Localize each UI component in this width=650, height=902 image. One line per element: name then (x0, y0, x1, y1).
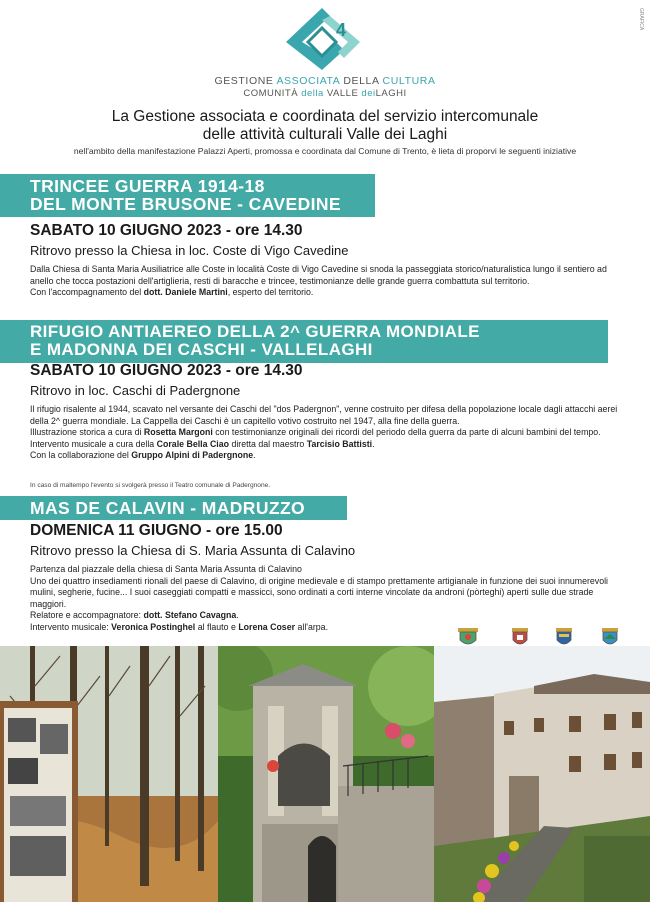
photo-mas-de-calavin (434, 646, 650, 902)
event3-date: DOMENICA 11 GIUGNO - ore 15.00 (30, 522, 283, 539)
event1-description: Dalla Chiesa di Santa Maria Ausiliatrice alle Coste in località Coste di Vigo Cavedine si snoda la passeggiata storico/naturalistica lungo il sentiero ad anello che tocca postazioni dell'artiglieria, resti di baracche e trincee, testimonianze delle grande guerra combattuta sul territorio. Con l'accompagnamento del dott. Daniele Martini, esperto del territorio. (30, 264, 620, 299)
event2-weather-note: In caso di maltempo l'evento si svolgerà presso il Teatro comunale di Padergnone. (30, 482, 271, 489)
side-mark: GRAFICA (638, 8, 644, 31)
org-name-line2: COMUNITÀ della VALLE deiLAGHI (243, 88, 407, 99)
event2-meeting-point: Ritrovo in loc. Caschi di Padergnone (30, 383, 241, 398)
event1-guide: Con l'accompagnamento del dott. Daniele Martini, esperto del territorio. (30, 287, 314, 298)
event3-meeting-point: Ritrovo presso la Chiesa di S. Maria Assunta di Calavino (30, 543, 356, 558)
photo-trenches-forest (0, 646, 218, 902)
gestione-associata-logo (278, 6, 372, 72)
event3-music: Intervento musicale: Veronica Postinghel al flauto e Lorena Coser all'arpa. (30, 621, 329, 632)
event2-title-banner: RIFUGIO ANTIAEREO DELLA 2^ GUERRA MONDIALE E MADONNA DEI CASCHI - VALLELAGHI (0, 320, 608, 363)
event2-description: Il rifugio risalente al 1944, scavato nel versante dei Caschi del "dos Padergnon", venne costruito per difesa della popolazione locale dagli attacchi aerei della 2^ guerra mondiale. La Cappella dei Caschi è un capitello votivo costruito nel 1947, alla fine della guerra. Illustrazione storica a cura di Rosetta Margoni con testimonianze originali dei ricordi del periodo della guerra da parte di alcuni bambini del tempo. Intervento musicale a cura della Corale Bella Ciao diretta dal maestro Tarcisio Battisti. Con la collaborazione del Gruppo Alpini di Padergnone. (30, 404, 620, 462)
event1-date: SABATO 10 GIUGNO 2023 - ore 14.30 (30, 222, 303, 239)
intro-text: nell'ambito della manifestazione Palazzi Aperti, promossa e coordinata dal Comune di Trento, è lieta di proporvi le seguenti iniziative (73, 146, 577, 156)
event2-date: SABATO 10 GIUGNO 2023 - ore 14.30 (30, 362, 303, 379)
event1-title-banner: TRINCEE GUERRA 1914-18 DEL MONTE BRUSONE - CAVEDINE (0, 174, 375, 217)
event2-collaboration: Con la collaborazione del Gruppo Alpini di Padergnone. (30, 450, 256, 461)
logo-number: 4 (336, 20, 347, 40)
photo-chapel-caschi (218, 646, 434, 902)
headline: La Gestione associata e coordinata del servizio intercomunale delle attività culturali Valle dei Laghi (111, 108, 539, 143)
event3-speaker: Relatore e accompagnatore: dott. Stefano Cavagna. (30, 610, 239, 621)
org-name-line1: GESTIONE ASSOCIATA DELLA CULTURA (214, 75, 436, 87)
event1-meeting-point: Ritrovo presso la Chiesa in loc. Coste di Vigo Cavedine (30, 243, 349, 258)
event3-title-banner: MAS DE CALAVIN - MADRUZZO (0, 496, 347, 520)
event2-music: Intervento musicale a cura della Corale Bella Ciao diretta dal maestro Tarcisio Battisti. (30, 438, 375, 449)
event2-illustration: Illustrazione storica a cura di Rosetta Margoni con testimonianze originali dei ricordi del periodo della guerra da parte di alcuni bambini del tempo. (30, 427, 601, 438)
event3-description: Partenza dal piazzale della chiesa di Santa Maria Assunta di Calavino Uno dei quattro insediamenti rionali del paese di Calavino, di origine medievale e di stampo prettamente artigianale in funzione dei suoi innumerevoli mulini, segherie, fucine... I suoi caseggiati compatti e massicci, sono ordinati a corti interne vincolate da androni (pòrteghi) aperti sulle due strade maggiori. Relatore e accompagnatore: dott. Stefano Cavagna. Intervento musicale: Veronica Postinghel al flauto e Lorena Coser all'arpa. (30, 564, 620, 634)
